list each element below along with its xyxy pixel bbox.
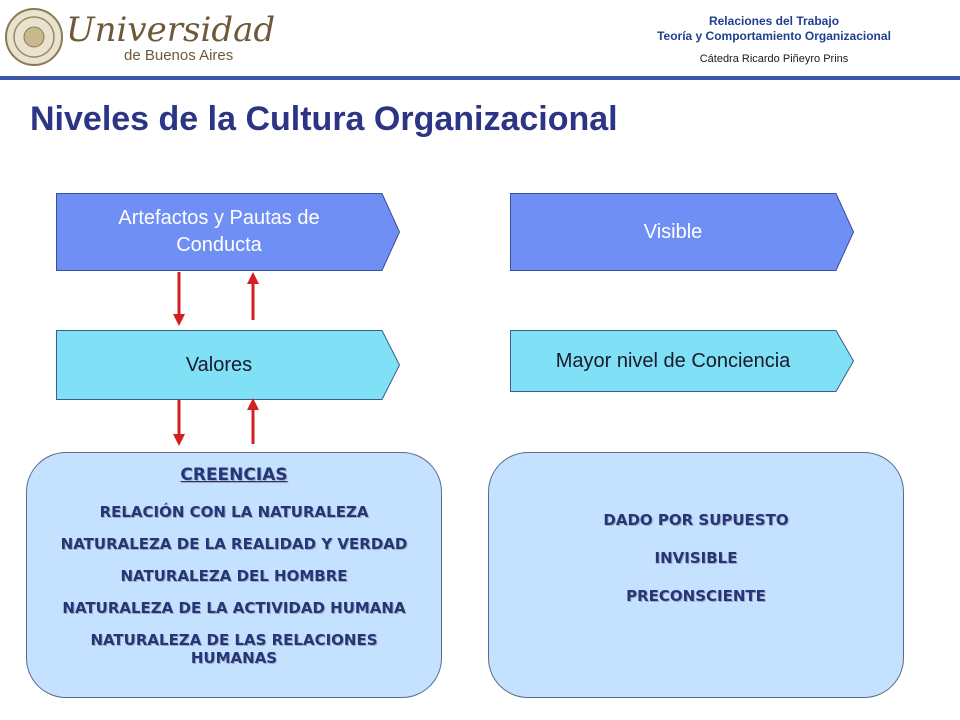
course-subject: Teoría y Comportamiento Organizacional — [657, 29, 891, 43]
logo-subtitle: de Buenos Aires — [124, 47, 234, 64]
university-logo — [4, 4, 276, 70]
arrow-down-icon — [172, 272, 186, 326]
beliefs-panel — [26, 452, 442, 698]
belief-item: NATURALEZA DEL HOMBRE — [120, 567, 348, 585]
arrow-down-icon — [172, 400, 186, 446]
belief-item: NATURALEZA DE LA ACTIVIDAD HUMANA — [62, 599, 406, 617]
visible-box — [510, 193, 854, 271]
values-box — [56, 330, 400, 400]
header-divider — [0, 76, 960, 80]
assumption-item: INVISIBLE — [654, 549, 738, 567]
awareness-box-label: Mayor nivel de Conciencia — [555, 349, 791, 372]
belief-item: RELACIÓN CON LA NATURALEZA — [99, 503, 369, 521]
assumption-item: DADO POR SUPUESTO — [603, 511, 789, 529]
chair-name: Cátedra Ricardo Piñeyro Prins — [699, 53, 849, 65]
arrow-up-icon — [246, 398, 260, 444]
belief-item: NATURALEZA DE LA REALIDAD Y VERDAD — [60, 535, 408, 553]
arrow-up-icon — [246, 272, 260, 320]
beliefs-heading: CREENCIAS — [180, 465, 288, 485]
artifacts-box-label: Artefactos y Pautas de Conducta — [118, 207, 320, 256]
slide-title: Niveles de la Cultura Organizacional — [30, 100, 618, 138]
logo-wordmark: Universidad — [66, 10, 276, 50]
artifacts-box — [56, 193, 400, 271]
assumption-item: PRECONSCIENTE — [626, 587, 766, 605]
course-name: Relaciones del Trabajo — [708, 14, 840, 28]
assumptions-panel — [488, 452, 904, 698]
visible-box-label: Visible — [643, 220, 703, 243]
belief-item: NATURALEZA DE LAS RELACIONES HUMANAS — [90, 631, 378, 667]
values-box-label: Valores — [185, 353, 253, 376]
awareness-box — [510, 330, 854, 392]
